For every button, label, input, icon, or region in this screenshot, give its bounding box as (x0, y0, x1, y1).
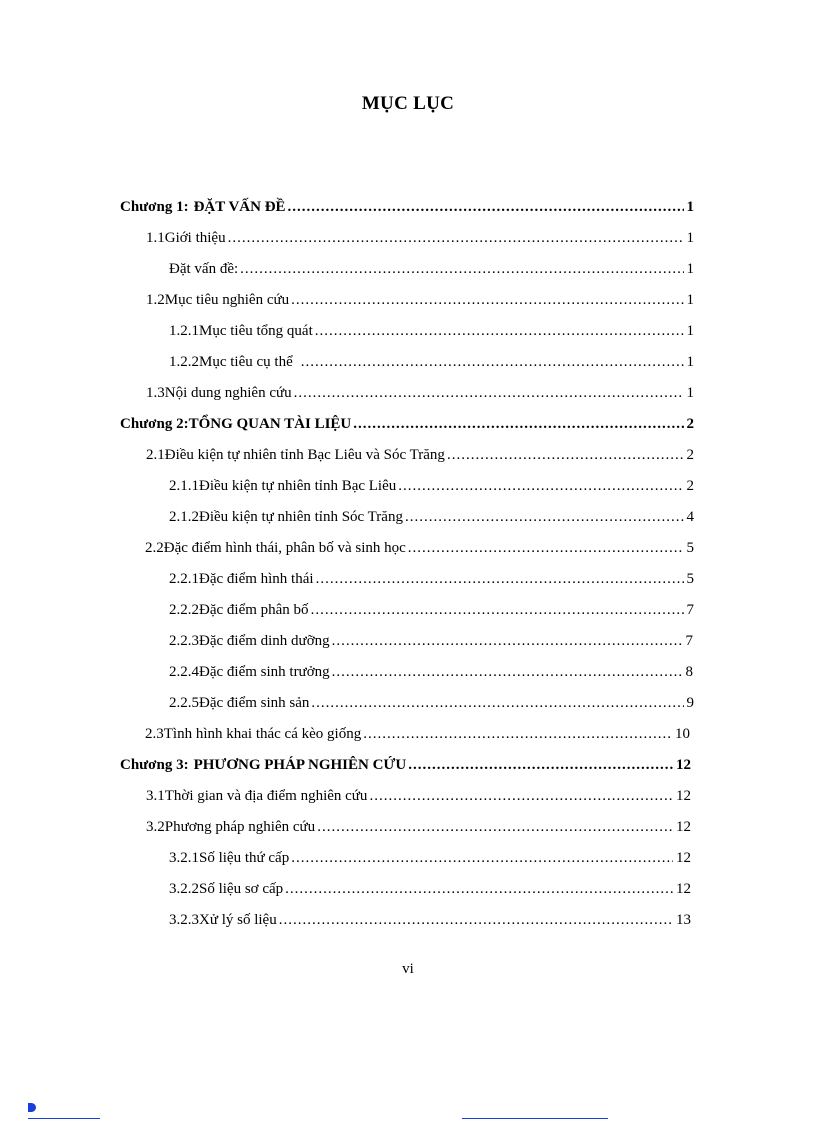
toc-leader-dots (228, 228, 684, 248)
toc-leader-dots (315, 321, 684, 341)
toc-entry-chapter-1[interactable] (120, 197, 694, 217)
toc-entry-label: Xử lý số liệu (199, 912, 277, 928)
toc-entry-number: Chương 3: (120, 757, 189, 773)
toc-entry-label: Điều kiện tự nhiên tỉnh Sóc Trăng (199, 509, 403, 525)
toc-entry-page: 12 (676, 881, 691, 897)
toc-entry-label: Số liệu sơ cấp (199, 881, 284, 897)
toc-entry-label: Giới thiệu (164, 230, 226, 246)
toc-entry-label: PHƯƠNG PHÁP NGHIÊN CỨU (193, 757, 407, 773)
toc-leader-dots (408, 538, 684, 558)
toc-entry-page: 10 (675, 726, 690, 742)
toc-leader-dots (332, 631, 683, 651)
toc-leader-dots (398, 476, 683, 496)
toc-leader-dots (316, 569, 684, 589)
toc-entry-page: 12 (676, 788, 691, 804)
footer-link-icon[interactable] (28, 1103, 36, 1112)
toc-entry-label: TỔNG QUAN TÀI LIỆU (188, 416, 352, 432)
toc-entry-page: 5 (686, 571, 694, 587)
toc-entry-label: Đặc điểm hình thái, phân bố và sinh học (163, 540, 406, 556)
toc-entry-number: 3.2 (146, 819, 165, 835)
toc-leader-dots (291, 290, 683, 310)
toc-leader-dots (291, 848, 673, 868)
toc-entry-page: 4 (686, 509, 694, 525)
toc-entry-2-2-5[interactable] (169, 693, 694, 713)
toc-leader-dots (240, 259, 683, 279)
toc-entry-number: 3.2.3 (169, 912, 199, 928)
toc-leader-dots (405, 507, 684, 527)
toc-entry-page: 13 (676, 912, 691, 928)
toc-entry-page: 8 (685, 664, 693, 680)
toc-entry-1-3[interactable] (146, 383, 694, 403)
toc-entry-2-2-1[interactable] (169, 569, 694, 589)
toc-entry-2-1-2[interactable] (169, 507, 694, 527)
toc-entry-page: 7 (685, 633, 693, 649)
toc-entry-label: ĐẶT VẤN ĐỀ (193, 199, 286, 215)
toc-leader-dots (311, 693, 683, 713)
toc-leader-dots (288, 197, 684, 217)
toc-leader-dots (447, 445, 684, 465)
toc-entry-page: 5 (686, 540, 694, 556)
toc-entry-number: Chương 2: (120, 416, 189, 432)
toc-entry-number: 1.3 (146, 385, 165, 401)
toc-entry-number: 2.2.3 (169, 633, 199, 649)
toc-entry-number: 2.3 (145, 726, 164, 742)
toc-entry-number: 1.2.1 (169, 323, 199, 339)
toc-entry-dat-van-de[interactable] (169, 259, 694, 279)
toc-entry-2-2[interactable] (145, 538, 694, 558)
toc-entry-number: 2.2.5 (169, 695, 199, 711)
toc-leader-dots (294, 383, 684, 403)
toc-leader-dots (369, 786, 673, 806)
toc-entry-label: Điều kiện tự nhiên tỉnh Bạc Liêu và Sóc Trăng (164, 447, 445, 463)
toc-entry-page: 9 (686, 695, 694, 711)
toc-entry-page: 1 (686, 261, 694, 277)
page-number: vi (402, 961, 414, 977)
toc-entry-page: 2 (686, 416, 694, 432)
toc-entry-number: 2.2.1 (169, 571, 199, 587)
toc-leader-dots (353, 414, 683, 434)
toc-entry-1-2-1[interactable] (169, 321, 694, 341)
toc-entry-label: Đặt vấn đề: (169, 261, 239, 277)
toc-entry-label: Mục tiêu tổng quát (199, 323, 313, 339)
toc-entry-page: 1 (686, 385, 694, 401)
toc-entry-chapter-3[interactable] (120, 755, 691, 775)
toc-entry-number: 3.2.1 (169, 850, 199, 866)
toc-entry-2-1-1[interactable] (169, 476, 694, 496)
toc-entry-number: 3.2.2 (169, 881, 199, 897)
toc-entry-2-1[interactable] (146, 445, 694, 465)
toc-entry-label: Mục tiêu nghiên cứu (164, 292, 290, 308)
toc-leader-dots (317, 817, 673, 837)
toc-entry-page: 12 (676, 850, 691, 866)
toc-entry-label: Tình hình khai thác cá kèo giống (163, 726, 362, 742)
toc-entry-label: Đặc điểm sinh sản (199, 695, 310, 711)
toc-entry-page: 7 (686, 602, 694, 618)
toc-entry-label: Phương pháp nghiên cứu (164, 819, 316, 835)
toc-entry-label: Mục tiêu cụ thể (199, 354, 293, 370)
toc-entry-page: 1 (686, 354, 694, 370)
toc-entry-number: 2.1 (146, 447, 165, 463)
toc-entry-label: Số liệu thứ cấp (199, 850, 290, 866)
toc-entry-label: Thời gian và địa điểm nghiên cứu (164, 788, 368, 804)
toc-entry-page: 2 (686, 447, 694, 463)
toc-entry-label: Điều kiện tự nhiên tỉnh Bạc Liêu (199, 478, 397, 494)
toc-entry-3-1[interactable] (146, 786, 691, 806)
toc-entry-chapter-2[interactable] (120, 414, 694, 434)
toc-entry-number: 3.1 (146, 788, 165, 804)
toc-entry-number: 1.2.2 (169, 354, 199, 370)
toc-entry-number: 2.1.1 (169, 478, 199, 494)
toc-entry-page: 2 (686, 478, 694, 494)
toc-entry-label: Đặc điểm sinh trưởng (199, 664, 330, 680)
toc-entry-3-2-3[interactable] (169, 910, 691, 930)
toc-leader-dots (279, 910, 673, 930)
toc-entry-1-2-2[interactable] (169, 352, 694, 372)
toc-entry-label: Đặc điểm hình thái (199, 571, 314, 587)
toc-entry-page: 1 (686, 323, 694, 339)
toc-leader-dots (301, 352, 684, 372)
page-title: MỤC LỤC (361, 93, 455, 114)
toc-entry-label: Đặc điểm phân bố (199, 602, 309, 618)
toc-entry-3-2-2[interactable] (169, 879, 691, 899)
toc-leader-dots (285, 879, 673, 899)
toc-entry-2-2-3[interactable] (169, 631, 693, 651)
toc-entry-page: 12 (676, 757, 691, 773)
toc-entry-label: Nội dung nghiên cứu (164, 385, 292, 401)
toc-entry-3-2-1[interactable] (169, 848, 691, 868)
toc-entry-number: 1.2 (146, 292, 165, 308)
footer-link-right[interactable] (462, 1118, 608, 1119)
toc-leader-dots (332, 662, 683, 682)
toc-entry-1-2[interactable] (146, 290, 694, 310)
toc-leader-dots (311, 600, 684, 620)
toc-entry-number: 2.2.2 (169, 602, 199, 618)
toc-entry-number: Chương 1: (120, 199, 189, 215)
toc-entry-2-2-2[interactable] (169, 600, 694, 620)
toc-entry-page: 1 (686, 230, 694, 246)
toc-entry-page: 1 (686, 292, 694, 308)
toc-entry-label: Đặc điểm dinh dưỡng (199, 633, 330, 649)
toc-entry-1-1[interactable] (146, 228, 694, 248)
toc-entry-number: 2.2.4 (169, 664, 199, 680)
footer-link-left[interactable] (28, 1118, 100, 1119)
toc-entry-3-2[interactable] (146, 817, 691, 837)
toc-entry-number: 2.1.2 (169, 509, 199, 525)
toc-entry-number: 2.2 (145, 540, 164, 556)
toc-leader-dots (408, 755, 673, 775)
toc-entry-number: 1.1 (146, 230, 165, 246)
toc-entry-page: 1 (686, 199, 694, 215)
toc-entry-page: 12 (676, 819, 691, 835)
toc-leader-dots (363, 724, 672, 744)
toc-entry-2-2-4[interactable] (169, 662, 693, 682)
toc-entry-2-3[interactable] (145, 724, 690, 744)
